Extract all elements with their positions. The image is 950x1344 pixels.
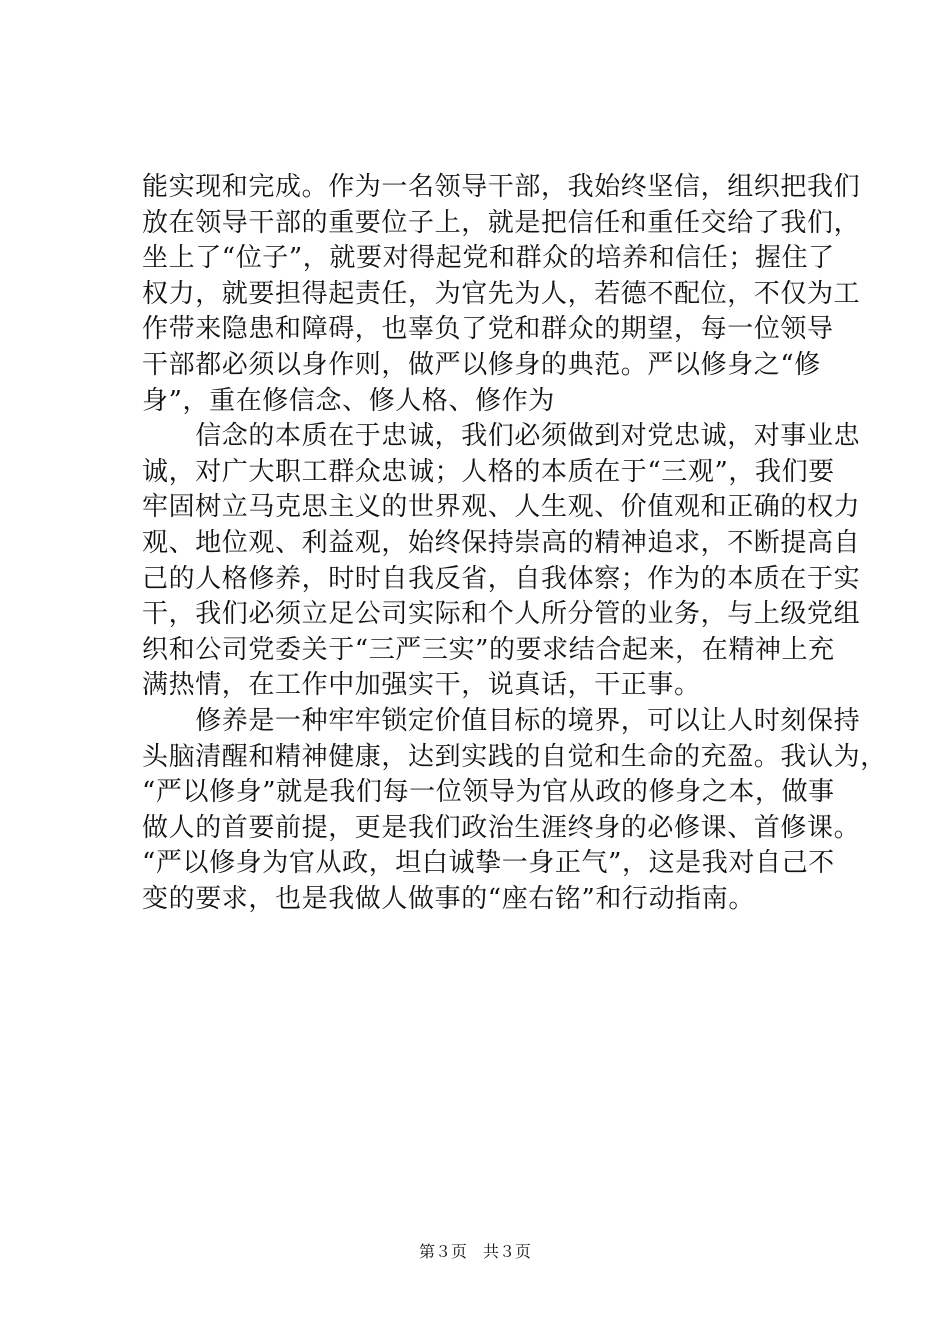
text-line: 干，我们必须立足公司实际和个人所分管的业务，与上级党组 (142, 599, 861, 630)
text-line: 坐上了“位子”，就要对得起党和群众的培养和信任；握住了 (142, 243, 835, 274)
text-line: 头脑清醒和精神健康，达到实践的自觉和生命的充盈。我认为， (142, 741, 887, 772)
text-line: 权力，就要担得起责任，为官先为人，若德不配位，不仅为工 (142, 278, 861, 309)
text-line: 放在领导干部的重要位子上，就是把信任和重任交给了我们， (142, 207, 861, 238)
text-line: 变的要求，也是我做人做事的“座右铭”和行动指南。 (142, 883, 755, 914)
text-line: “严以修身为官从政，坦白诚挚一身正气”，这是我对自己不 (142, 848, 835, 879)
text-line: 观、地位观、利益观，始终保持崇高的精神追求，不断提高自 (142, 527, 861, 558)
text-line: 身”，重在修信念、修人格、修作为 (142, 385, 555, 416)
text-line: 信念的本质在于忠诚，我们必须做到对党忠诚，对事业忠 (142, 421, 861, 452)
page-number-footer: 第３页 共３页 (418, 1242, 531, 1261)
text-line: 能实现和完成。作为一名领导干部，我始终坚信，组织把我们 (142, 172, 861, 202)
text-line: “严以修身”就是我们每一位领导为官从政的修身之本，做事 (142, 777, 835, 808)
text-line: 作带来隐患和障碍，也辜负了党和群众的期望，每一位领导 (142, 314, 834, 345)
text-line: 己的人格修养，时时自我反省，自我体察；作为的本质在于实 (142, 563, 861, 594)
text-line: 织和公司党委关于“三严三实”的要求结合起来，在精神上充 (142, 634, 835, 665)
text-line: 满热情，在工作中加强实干，说真话，干正事。 (142, 670, 701, 701)
text-line: 做人的首要前提，更是我们政治生涯终身的必修课、首修课。 (142, 812, 861, 843)
text-line: 干部都必须以身作则，做严以修身的典范。严以修身之“修 (142, 349, 821, 380)
text-line: 修养是一种牢牢锁定价值目标的境界，可以让人时刻保持 (142, 705, 861, 736)
document-body (142, 170, 887, 917)
text-line: 诚，对广大职工群众忠诚；人格的本质在于“三观”，我们要 (142, 456, 835, 487)
text-line: 牢固树立马克思主义的世界观、人生观、价值观和正确的权力 (142, 492, 861, 523)
